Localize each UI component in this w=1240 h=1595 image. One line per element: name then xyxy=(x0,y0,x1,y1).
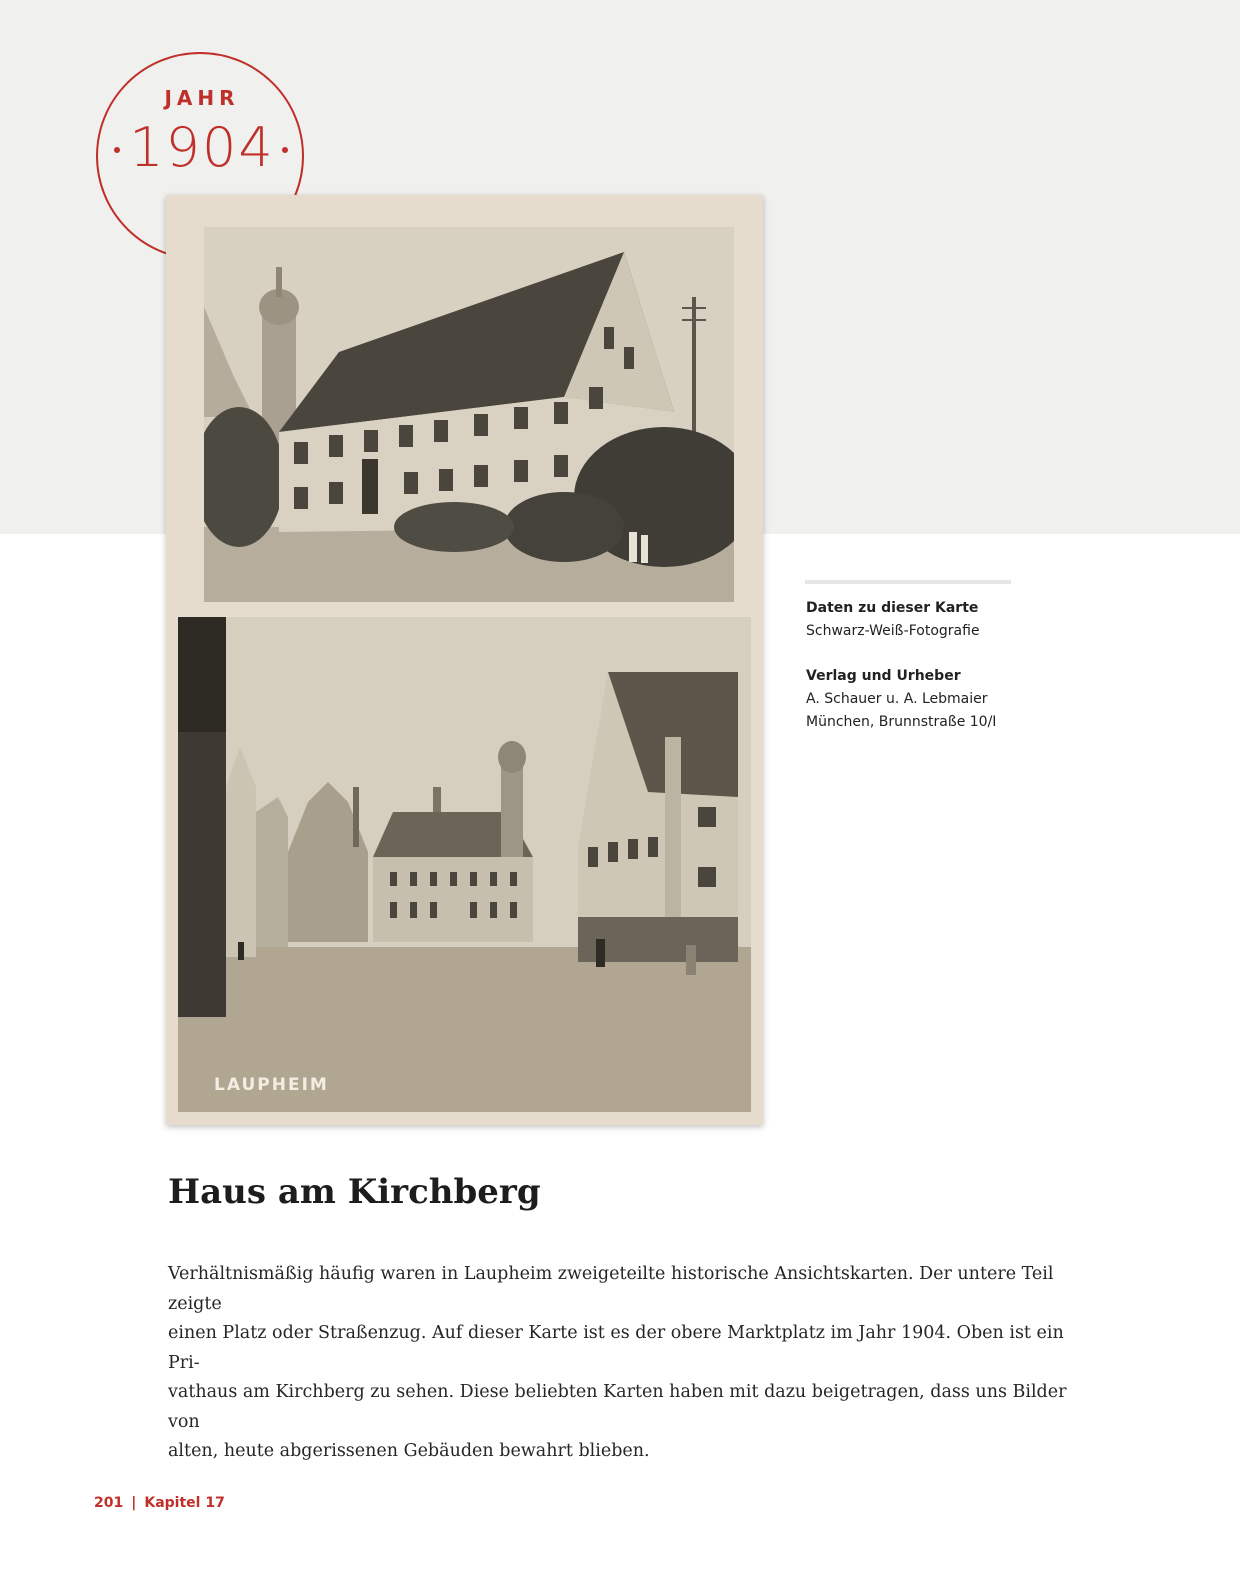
chapter-label: Kapitel 17 xyxy=(144,1495,225,1511)
info-divider xyxy=(805,580,1011,584)
card-info-panel xyxy=(806,597,1066,734)
data-heading: Daten zu dieser Karte xyxy=(806,600,979,616)
postcard-caption: LAUPHEIM xyxy=(214,1075,329,1095)
publisher-heading: Verlag und Urheber xyxy=(806,668,961,684)
historic-postcard xyxy=(166,195,763,1125)
article-body: Verhältnismäßig häufig waren in Laupheim zweigeteilte historische Ansichtskarten. Der untere Teil zeigte einen Platz oder Straßenzug. Auf dieser Karte ist es der obere Marktplatz im Jahr 1904. Oben ist ein Pri- vathaus am Kirchberg zu sehen. Diese beliebten Karten haben mit dazu beigetragen, dass uns Bilder von alten, heute abgerissenen Gebäuden bewahrt blieben. xyxy=(168,1264,1067,1461)
photo-house-kirchberg xyxy=(204,227,734,602)
page-number: 201 xyxy=(94,1495,124,1511)
photo-marktplatz xyxy=(178,617,751,1112)
article-title: Haus am Kirchberg xyxy=(168,1172,541,1212)
stamp-year: 1904 xyxy=(129,116,275,179)
data-value: Schwarz-Weiß-Fotografie xyxy=(806,623,980,639)
stamp-dot-right xyxy=(282,147,288,153)
page-footer xyxy=(94,1495,225,1511)
publisher-line-2: München, Brunnstraße 10/I xyxy=(806,714,997,730)
stamp-label: JAHR xyxy=(164,86,240,110)
publisher-line-1: A. Schauer u. A. Lebmaier xyxy=(806,691,988,707)
footer-separator: | xyxy=(131,1495,137,1511)
